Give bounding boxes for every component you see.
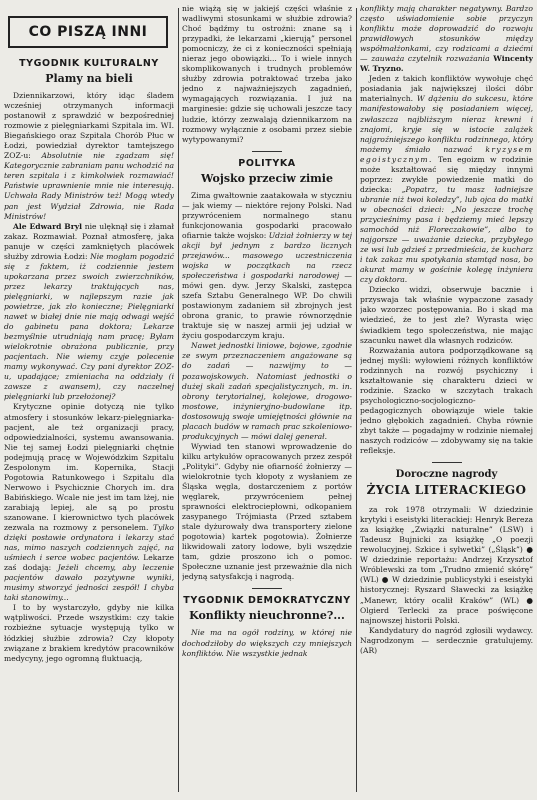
paragraph: za rok 1978 otrzymali: W dziedzinie krytyki i eseistyki literackiej: Henryk Bereza za książkę „Związki naturalne” (LSW) i Tadeusz Bujnicki za książkę „O poezji rewolucyjnej. Szkice i sylwetki” („Śląsk”) ● W dziedzinie reportażu: Andrzej Krzysztof Wróblewski za tom „Trudno zmienić skórę” (WL) ● W dziedzinie publicystyki i eseistyki historycznej: Ryszard Sławecki za książkę „Manewr, który ocalił Kraków” (WL) ● Olgierd Terlecki za prace poświęcone najnowszej historii Polski. [360,505,533,625]
newspaper-page [4,4,533,796]
source-heading: POLITYKA [238,157,296,169]
paragraph: Kandydatury do nagród zgłosili wydawcy. Nagrodzonym — serdecznie gratulujemy. (AR) [360,625,533,655]
paragraph: nie wiążą się w jakiejś części właśnie z wadliwymi stosunkami w służbie zdrowia? Choć bądźmy tu ostrożni: znane są i przypadki, że lekarzami „kierują” personel pomocniczy, że ci z konieczności spełniają nieraz jego obowiązki... To i wiele innych skomplikowanych i trudnych problemów służby zdrowia potraktować trzeba jako jedno z najważniejszych zagadnień, wymagających rozwiązania. I już na marginesie: gdzie się uchowali jeszcze tacy ludzie, którzy zezwalają dziennikarzom na rozmowy wyłącznie z osobami przez siebie wytypowanymi? [182,4,352,144]
source-heading: Doroczne nagrody [395,469,498,481]
column-2 [182,4,352,796]
article-title: Plamy na bieli [45,72,133,85]
article-title: Konflikty nieuchronne?... [189,609,345,623]
paragraph: Nawet jednostki liniowe, bojowe, zgodnie ze swym przeznaczeniem angażowane są do zadań — nazwijmy to — pozawojskowych. Natomiast jednostki o dużej skali zadań specjalistycznych, m. in. obrony terytorialnej, kolejowe, drogowo-mostowe, inżynieryjno-budowlane itp. dostosowują swoje umiejętności głównie na placach budów w ramach prac szkoleniowo-produkcyjnych — mówi dalej generał. [182,341,352,441]
paragraph: konflikty mają charakter negatywny. Bardzo często uświadomienie sobie przyczyn konfliktu może doprowadzić do rozwoju prawidłowych stosunków między współmałżonkami, czy rodzicami a dziećmi — zauważa czytelnik rozważania Wincenty W. Tryzno. [360,4,533,74]
divider [432,462,462,463]
divider [252,151,282,152]
paragraph: Krytyczne opinie dotyczą nie tylko atmosfery i stosunków lekarz-pielęgniarka-pacjent, ale też organizacji pracy, odpowiedzialności, systemu awansowania. Nie tej samej Łodzi pielęgniarki chętnie podejmują pracę w Wojewódzkim Szpitalu Zespolonym im. Kopernika, Stacji Pogotowia Ratunkowego i Szpitalu dla Nerwowo i Psychicznie Chorych im. dra Babińskiego. Wcale nie jest im tam lżej, nie zarabiają lepiej, ale są po prostu szanowane. I kierownictwo tych placówek zezwala na rozmowy z personelem. Tylko dzięki postawie ordynatora i lekarzy stać nas, mimo naszych codziennych zajęć, na uśmiech i serce wobec pacjentów. Lekarze zaś dodają: Jeżeli chcemy, aby leczenie pacjentów dawało pozytywne wyniki, musimy stworzyć jedności zespół! I chyba taki stanowimy... [4,402,174,603]
section-banner: CO PISZĄ INNI [8,16,168,48]
column-3 [360,4,533,796]
paragraph: Jeden z takich konfliktów wywołuje chęć posiadania jak największej ilości dóbr materialnych. W dążeniu do sukcesu, które manifestowałoby się posiadaniem więcej, zwłaszcza najbliższym nieraz krewni i znajomi, kryje się w istocie zalążek najgroźniejszego konfliktu rodzinnego, który możemy śmiało nazwać kryzysem egoistycznym. Ten egoizm w rodzinie może kształtować się między innymi poprzez: zwykłe powiedzenie matki do dziecka: „Popatrz, tu masz ładniejsze ubranie niż twoi koledzy”, lub ojca do matki w obecności dzieci: „No jeszcze trochę przycieśnimy pasa i będziemy mieć lepszy samochód niż Floreczakowie”, albo to najgorsze — uważanie dziecka, przybyłego ze wsi lub gdzieś z przedmieścia, że kucharz i tak zakaz mu spotykania stamtąd nosa, bo akurat mamy w gościnie kolegę inżyniera czy doktora. [360,74,533,285]
paragraph: I to by wystarczyło, gdyby nie kilka wątpliwości. Przede wszystkim: czy takie rozbieżne sytuacje występują tylko w łódzkiej służbie zdrowia? Czy kłopoty związane z brakiem kredytów pracowników medycyny, jego ogromną fluktuacją, [4,603,174,663]
article-title: ŻYCIA LITERACKIEGO [366,483,527,498]
paragraph: Wywiad ten stanowi wprowadzenie do kilku artykułów opracowanych przez zespół „Polityki”. Gdyby nie ofiarność żołnierzy — wielokrotnie tych kłopoty z wysłaniem ze Śląska węgla, dostarczeniem z portów węglarek, przywróceniem pełnej sprawności elektrociepłowni, odkopaniem zasypanego Trójmiasta (Przed sztabem stale dyżurowały dwa transportery zielone pogotowia) kartek pogotowia). Żołnierze likwidowali zatory lodowe, byli wszędzie tam, gdzie proszono ich o pomoc. Społeczne uznanie jest przeważnie dla nich jedyną satysfakcją i nagrodą. [182,441,352,582]
source-heading: TYGODNIK DEMOKRATYCZNY [183,595,351,607]
paragraph: Ale Edward Bryl nie ulęknął się i złamał zakaz. Rozmawiał. Poznał atmosferę, jaka panuje w części zamkniętych placówek służby zdrowia Łodzi: Nie mogłam pogodzić się z faktem, iż codziennie jestem upokarzana przez swoich zwierzchników, przez lekarzy traktujących nas, pielęgniarki, w najlepszym razie jak powietrze, jak zło konieczne; Pielęgniarki nawet w białej dnie nie mają odwagi wejść do gabinetu pana doktora; Lekarze bezmyślnie utrudniają nam pracę; Byłam wielokrotnie obrażona publicznie, przy pacjentach. Nie wiemy czyje polecenie mamy wykonywać. Czy pani dyrektor ZOZ-u, upadające; zmieniacha na oddziały (i zawsze z awansem), czy naczelnej pielęgniarki lub przełożonej? [4,221,174,402]
paragraph: Dziennikarzowi, który idąc śladem wcześniej otrzymanych informacji postanowił z sprawdzić w bezpośredniej rozmowie z pielęgniarkami Szpitala im. WI. Biegańskiego oraz Szpitala Chorób Płuc w Łodzi, powiedział dyrektor tamtejszego ZOZ-u: Absolutnie nie zgadzam się! Kategorycznie zabraniam panu wchodzić na teren szpitala i z kimkolwiek rozmawiać! Państwie uprawnienie mnie nie interesują. Uchwała Rady Ministrów też! Mogą wtedy pan jest Wydział Zdrowia, nie Rada Ministrów! [4,91,174,221]
paragraph: Nie ma na ogół rodziny, w której nie dochodziłoby do większych czy mniejszych konfliktów. Nie wszystkie jednak [182,628,352,658]
article-title: Wojsko przeciw zimie [201,171,333,185]
paragraph: Dziecko widzi, obserwuje bacznie i przyswaja tak właśnie wypaczone zasady jako wzorzec postępowania. Bo i skąd ma wiedzieć, że to jest złe? Wyrasta więc świadkiem tego społeczeństwa, nie mając szacunku nawet dla własnych rodziców. [360,285,533,345]
column-1 [4,4,174,796]
paragraph: Zima gwałtownie zaatakowała w styczniu — jak wiemy — niektóre rejony Polski. Nad przywróceniem normalnego stanu funkcjonowania gospodarki pracowało ofiarnie także wojsko: Udział żołnierzy w tej akcji był jednym z bardzo licznych przejawów... masowego uczestniczenia wojska w początkach na rzecz społeczeństwa i gospodarki narodowej — mówi gen. dyw. Jerzy Skalski, zastępca szefa Sztabu Generalnego WP. Do chwili postawionym zadaniem sił zbrojnych jest obrona granic, to prawie równorzędnie traktuje się w naszej armii jej udział w życiu gospodarczym kraju. [182,190,352,341]
column-rule [356,8,357,792]
source-heading: TYGODNIK KULTURALNY [19,58,159,69]
column-rule [178,8,179,792]
paragraph: Rozważania autora podporządkowane są jednej myśli: wyłowieni różnych konfliktów rodzinnych na rozwój psychiczny i kształtowanie się charakteru dzieci w rodzinie. Szacko w szczytach trakach psychologiczno-socjologiczno-pedagogicznych obowiązuje wiele takie jedno głębokich zagadnień. Chyba równie zbyt także — pogadajmy w rodzinie niemałej naszych rodziców — zdobywamy się na takie refleksje. [360,345,533,456]
divider [252,588,282,589]
